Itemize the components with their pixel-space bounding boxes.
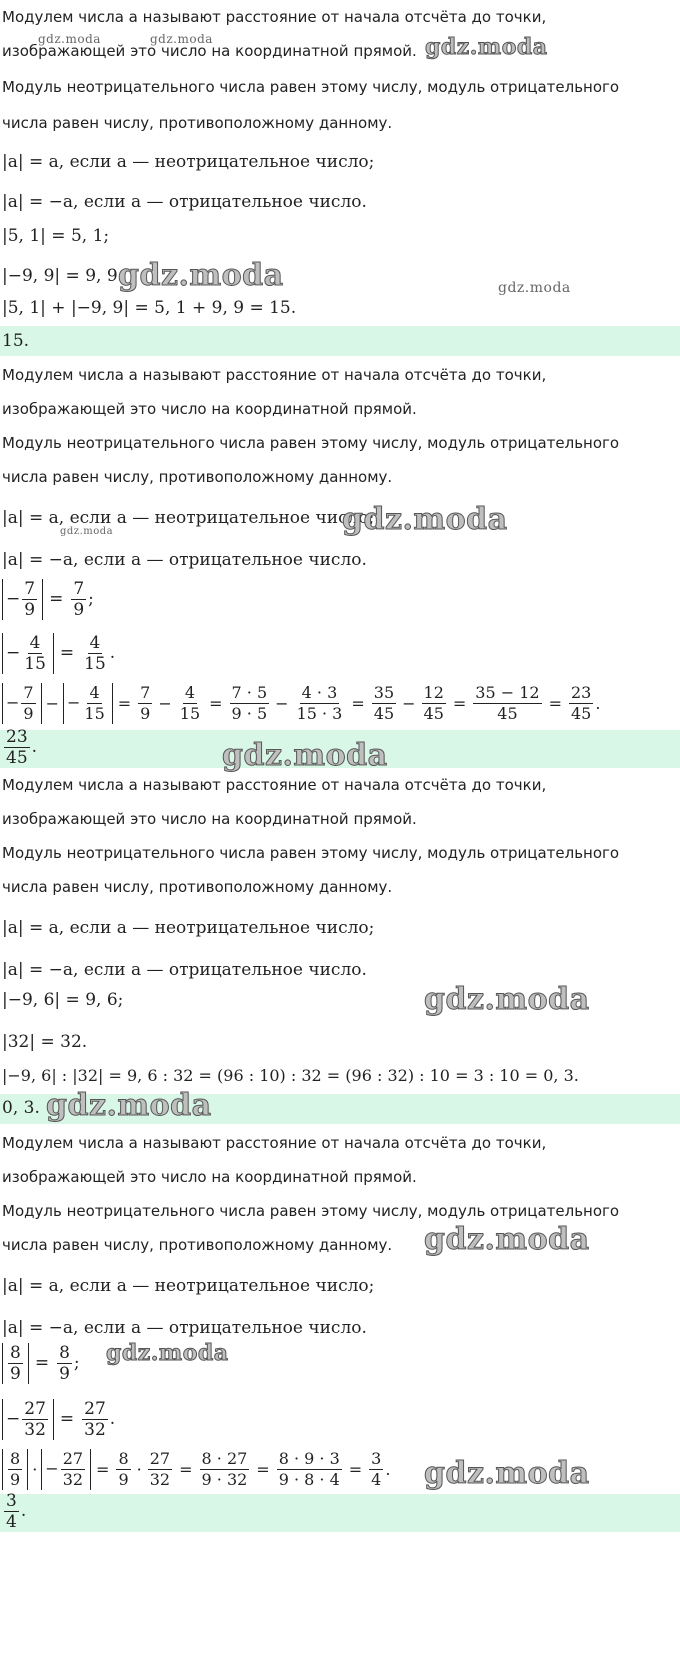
rule-nonnegative: |a| = a, если a — неотрицательное число;: [2, 918, 375, 938]
answer: $\frac{23}{45}$ .: [6, 726, 38, 768]
answer: $\frac{3}{4}$ .: [6, 1490, 27, 1532]
definition-line-2: изображающей это число на координатной прямой.: [2, 42, 417, 60]
watermark: gdz.moda: [222, 738, 388, 773]
equation-fraction: $\frac{8}{9}$ = $\frac{8}{9}$ ;: [2, 1340, 80, 1386]
equation-fraction: $\frac{8}{9}$ · − $\frac{27}{32}$ = $\frac{8}{9}$ · $\frac{27}{32}$ = $\frac{8 \cdot 27}{9 \cdot 32}$ = $\frac{8 \cdot 9 \cdot 3}{9 \cdot 8 \cdot 4}$ = $\frac{3}{4}$ .: [2, 1446, 390, 1492]
watermark: gdz.moda: [150, 32, 213, 46]
watermark: gdz.moda: [46, 1088, 212, 1123]
watermark: gdz.moda: [424, 1456, 590, 1491]
equation: |−9, 6| : |32| = 9, 6 : 32 = (96 : 10) : 32 = (96 : 32) : 10 = 3 : 10 = 0, 3.: [2, 1066, 579, 1085]
watermark: gdz.moda: [424, 1222, 590, 1257]
definition-line-4: числа равен числу, противоположному данному.: [2, 1236, 393, 1254]
equation-fraction: − $\frac{4}{15}$ = $\frac{4}{15}$ .: [2, 630, 115, 676]
watermark: gdz.moda: [118, 258, 284, 293]
definition-line-1: Модулем числа a называют расстояние от начала отсчёта до точки,: [2, 366, 547, 384]
definition-line-2: изображающей это число на координатной прямой.: [2, 810, 417, 828]
definition-line-3: Модуль неотрицательного числа равен этому числу, модуль отрицательного: [2, 1202, 620, 1220]
equation-fraction: − $\frac{7}{9}$ = $\frac{7}{9}$ ;: [2, 576, 94, 622]
rule-negative: |a| = −a, если a — отрицательное число.: [2, 1318, 367, 1338]
answer-band: [0, 1494, 680, 1532]
definition-line-1: Модулем числа a называют расстояние от начала отсчёта до точки,: [2, 8, 547, 26]
watermark: gdz.moda: [342, 502, 508, 537]
watermark: gdz.moda: [38, 32, 101, 46]
rule-negative: |a| = −a, если a — отрицательное число.: [2, 960, 367, 980]
definition-line-4: числа равен числу, противоположному данному.: [2, 468, 393, 486]
answer-band: [0, 326, 680, 356]
rule-negative: |a| = −a, если a — отрицательное число.: [2, 550, 367, 570]
definition-line-4: числа равен числу, противоположному данному.: [2, 878, 393, 896]
definition-line-4: числа равен числу, противоположному данному.: [2, 114, 393, 132]
watermark: gdz.moda: [498, 280, 571, 296]
answer: 0, 3.: [2, 1098, 40, 1118]
equation: |32| = 32.: [2, 1032, 88, 1052]
definition-line-1: Модулем числа a называют расстояние от начала отсчёта до точки,: [2, 776, 547, 794]
definition-line-3: Модуль неотрицательного числа равен этому числу, модуль отрицательного: [2, 844, 620, 862]
definition-line-2: изображающей это число на координатной прямой.: [2, 1168, 417, 1186]
rule-negative: |a| = −a, если a — отрицательное число.: [2, 192, 367, 212]
watermark: gdz.moda: [425, 34, 548, 60]
answer: 15.: [2, 331, 30, 351]
definition-line-3: Модуль неотрицательного числа равен этому числу, модуль отрицательного: [2, 434, 620, 452]
watermark: gdz.moda: [60, 526, 114, 537]
equation: |5, 1| + |−9, 9| = 5, 1 + 9, 9 = 15.: [2, 298, 297, 318]
equation-fraction: − $\frac{7}{9}$ − − $\frac{4}{15}$ = $\frac{7}{9}$ − $\frac{4}{15}$ = $\frac{7 \cdot 5}{9 \cdot 5}$ − $\frac{4 \cdot 3}{15 \cdot 3}$ = $\frac{35}{45}$ − $\frac{12}{45}$ = $\frac{35 - 12}{45}$ = $\frac{23}{45}$ .: [2, 680, 600, 726]
rule-nonnegative: |a| = a, если a — неотрицательное число;: [2, 508, 375, 528]
watermark: gdz.moda: [106, 1340, 229, 1366]
equation: |5, 1| = 5, 1;: [2, 226, 110, 246]
definition-line-3: Модуль неотрицательного числа равен этому числу, модуль отрицательного: [2, 78, 620, 96]
definition-line-2: изображающей это число на координатной прямой.: [2, 400, 417, 418]
rule-nonnegative: |a| = a, если a — неотрицательное число;: [2, 152, 375, 172]
definition-line-1: Модулем числа a называют расстояние от начала отсчёта до точки,: [2, 1134, 547, 1152]
rule-nonnegative: |a| = a, если a — неотрицательное число;: [2, 1276, 375, 1296]
equation: |−9, 9| = 9, 9.: [2, 266, 124, 286]
equation: |−9, 6| = 9, 6;: [2, 990, 124, 1010]
equation-fraction: − $\frac{27}{32}$ = $\frac{27}{32}$ .: [2, 1396, 115, 1442]
watermark: gdz.moda: [424, 982, 590, 1017]
